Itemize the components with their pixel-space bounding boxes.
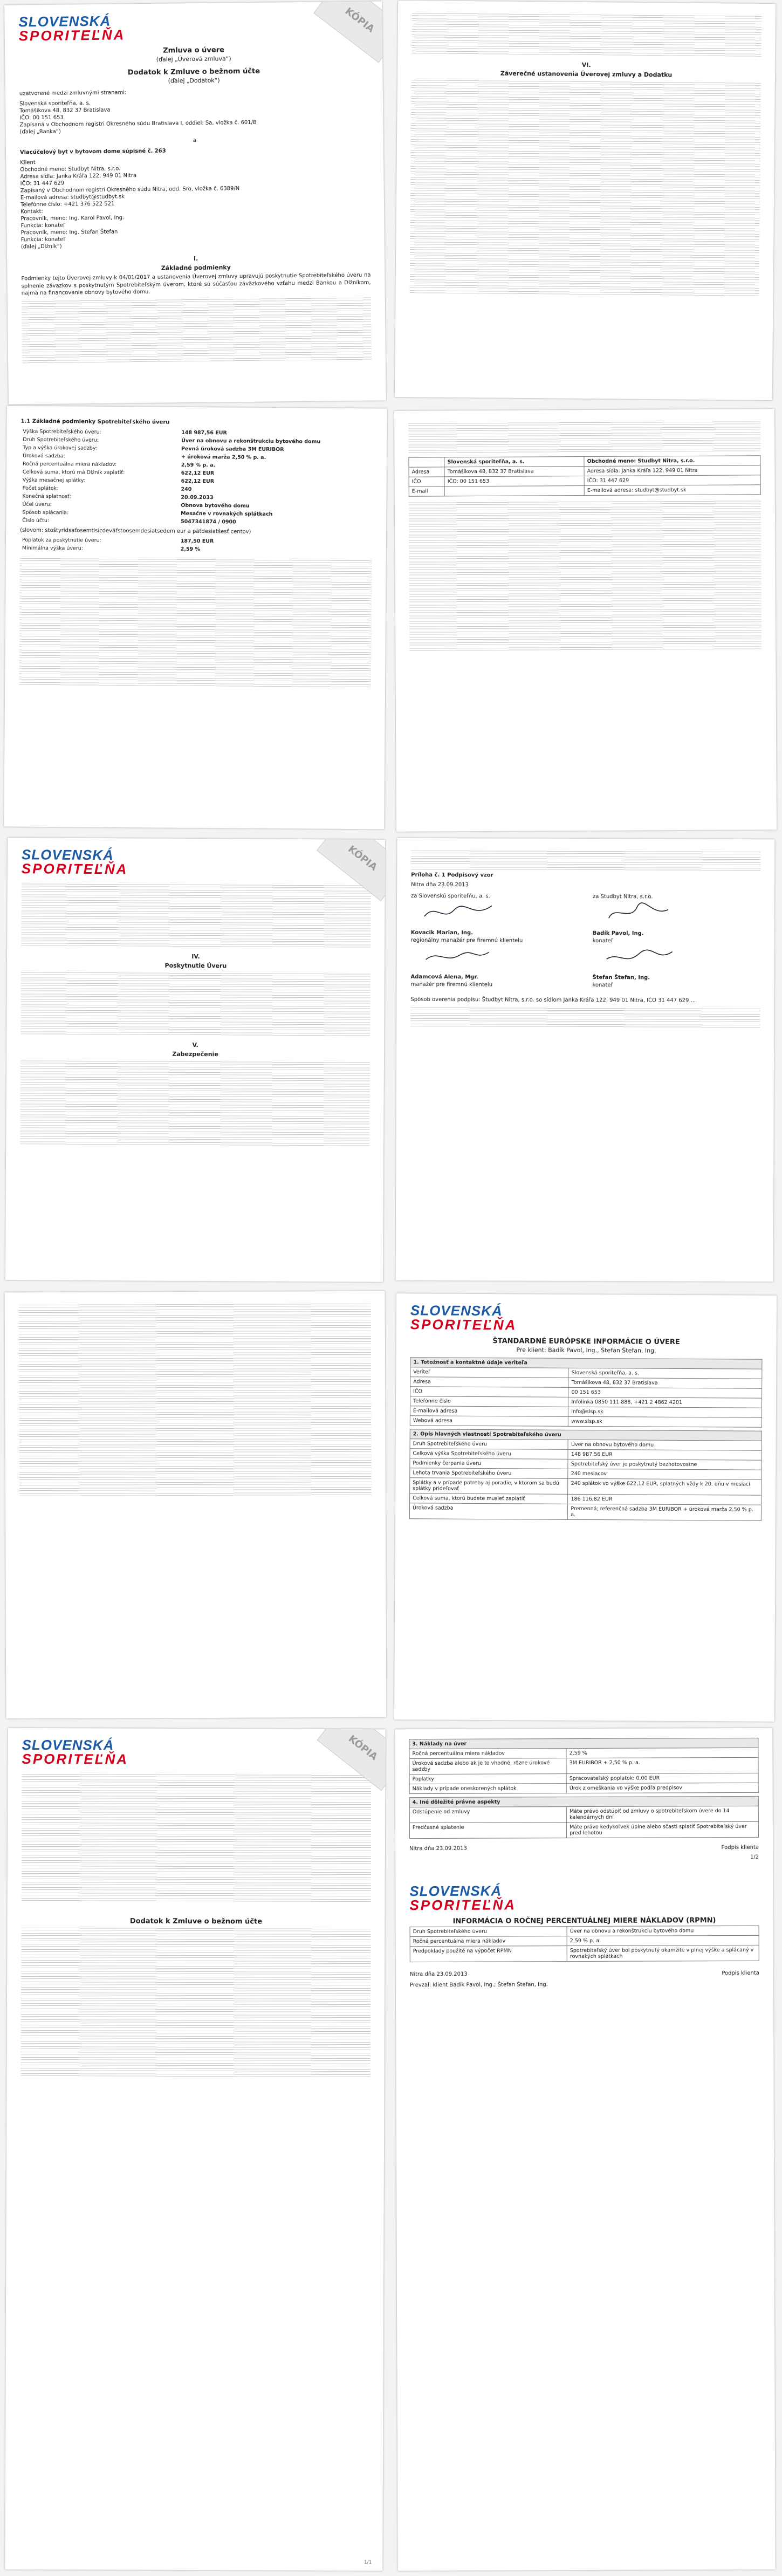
table-row — [409, 1806, 758, 1823]
row-value: Úver na obnovu a rekonštrukciu bytového domu — [181, 437, 321, 445]
sei-table-2 — [409, 1429, 762, 1520]
sei-section-2: 2. Opis hlavných vlastností Spotrebiteľského úveru — [410, 1429, 762, 1441]
table-row — [409, 485, 760, 496]
client-signatures — [592, 893, 760, 990]
text-block — [411, 11, 762, 57]
row-label: IČO — [410, 1387, 568, 1397]
loan-terms-table — [20, 427, 373, 527]
loan-min-label: Minimálna výška úveru: — [22, 545, 83, 552]
row-value: Spotrebiteľský úver je poskytnutý bezhotovostne — [568, 1459, 762, 1470]
bank-email — [444, 486, 584, 496]
client-address: Adresa sídla: Janka Kráľa 122, 949 01 Nitra — [584, 465, 760, 476]
contract-page-4 — [394, 409, 777, 832]
place-date: Nitra dňa 23.09.2013 — [409, 1971, 468, 1978]
contract-page-1 — [4, 1, 386, 404]
table-row — [410, 1478, 762, 1495]
row-label: Úroková sadzba alebo ak je to vhodné, rôzne úrokové sadzby — [409, 1758, 566, 1775]
page-number: 1/1 — [363, 2560, 372, 2566]
text-block — [21, 882, 371, 947]
rpmn-signature-row — [410, 1970, 759, 1978]
row-value: 622,12 EUR — [181, 470, 215, 476]
sei-table-4 — [409, 1796, 759, 1839]
and-label: a — [193, 137, 196, 144]
row-label: Lehota trvania Spotrebiteľského úveru — [410, 1468, 568, 1479]
row-label: Číslo účtu: — [22, 517, 50, 524]
signature-note: Spôsob overenia podpisu: Študbyt Nitra, s.r.o. so sídlom Janka Kráľa 122, 949 01 Nitra, IČO 31 447 629 ... — [410, 996, 696, 1004]
table-row — [20, 516, 372, 527]
handwritten-signature — [422, 944, 497, 966]
handwritten-signature — [603, 901, 679, 922]
table-row — [410, 1935, 759, 1946]
amendment-title: Dodatok k Zmluve o bežnom účte — [129, 1917, 263, 1926]
row-label: Celková suma, ktorú má Dlžník zaplatiť: — [22, 469, 125, 476]
text-block — [408, 420, 760, 453]
row-value: Pevná úroková sadzba 3M EURIBOR — [181, 446, 284, 453]
signature-page — [396, 838, 775, 1282]
loan-fee-value: 187,50 EUR — [180, 538, 214, 545]
page-number: 1/2 — [750, 1854, 759, 1860]
row-label: E-mailová adresa — [410, 1406, 568, 1417]
section-text: Podmienky tejto Úverovej zmluvy k 04/01/2017 a ustanovenia Úverovej zmluvy upravujú poskytnutie Spotrebiteľského úveru na splnenie závazkov s poskytnutým Spotrebiteľským úverom, ktoré sú súčasťou záväzkového vzťahu medzi Bankou a Dlžníkom, najmä na financovanie obnovy bytového domu. — [21, 272, 371, 297]
bank-logo: SLOVENSKÁ SPORITEĽŇA — [21, 846, 128, 878]
row-value: 5047341874 / 0900 — [181, 518, 236, 525]
parties-contact-table — [408, 455, 760, 496]
row-value: Úver na obnovu a rekonštrukciu bytového domu — [567, 1926, 759, 1936]
attachment-label: Príloha č. 1 Podpisový vzor — [411, 872, 493, 879]
section-number: IV. — [191, 953, 200, 961]
row-value: + úroková marža 2,50 % p. a. — [181, 454, 266, 461]
row-value: 240 — [181, 486, 192, 492]
client-rep-role: konateľ — [592, 982, 613, 989]
signature-block — [411, 900, 579, 930]
bank-rep-role: regionálny manažér pre firemnú klientelu — [410, 937, 523, 944]
row-label: Predčasné splatenie — [409, 1823, 566, 1839]
handwritten-signature — [422, 900, 497, 922]
row-value: Infolinka 0850 111 888, +421 2 4862 4201 — [568, 1397, 762, 1408]
place-date: Nitra dňa 23.09.2013 — [409, 1845, 467, 1852]
row-label: Náklady v prípade oneskorených splátok — [409, 1784, 566, 1794]
loan-amount-words: (slovom: stoštyridsaťosemtisícdeväťstoosemdesiatsedem eur a päťdesiatšesť centov) — [20, 527, 251, 535]
section-title: Základné podmienky — [161, 264, 231, 272]
copy-stamp: KÓPIA — [317, 1728, 386, 1791]
row-value: 00 151 653 — [568, 1387, 762, 1398]
table-cell: IČO — [409, 477, 444, 487]
table-cell: Adresa — [409, 467, 444, 477]
loan-min-row — [20, 544, 372, 555]
signature-columns — [410, 893, 760, 990]
row-label: Ročná percentuálna miera nákladov — [409, 1749, 566, 1759]
place-date: Nitra dňa 23.09.2013 — [411, 881, 469, 888]
sei-section-3: 3. Náklady na úver — [409, 1738, 758, 1749]
contract-page-7 — [5, 1291, 387, 1718]
sei-table-1 — [410, 1357, 763, 1427]
client-email: E-mailová adresa: studbyt@studbyt.sk — [584, 485, 760, 496]
row-value: Úrok z omeškania vo výške podľa predpisov — [566, 1783, 758, 1793]
table-cell: E-mail — [409, 487, 444, 496]
table-row — [410, 1416, 762, 1427]
row-value: Obnova bytového domu — [181, 502, 250, 509]
text-block — [22, 1772, 372, 1902]
section-number: I. — [193, 255, 198, 263]
rpmn-table — [410, 1926, 759, 1962]
amendment-title-note: (ďalej „Dodatok“) — [168, 77, 220, 85]
table-row — [409, 1821, 758, 1838]
row-label: Webová adresa — [410, 1416, 568, 1427]
table-row — [409, 1757, 758, 1774]
bank-rep-name: Adamcová Alena, Mgr. — [410, 974, 478, 981]
document-name: Viacúčelový byt v bytovom dome súpisné č. 263 — [19, 148, 166, 156]
row-label: Účel úveru: — [22, 501, 52, 508]
row-label: Veriteľ — [410, 1367, 568, 1378]
row-label: Splátky a v prípade potreby aj poradie, v ktorom sa budú splátky prideľovať — [410, 1478, 568, 1495]
signature-label: Podpis klienta — [721, 1844, 759, 1851]
text-block — [19, 1302, 372, 1496]
row-value: info@slsp.sk — [568, 1407, 762, 1417]
section-number: V. — [192, 1041, 198, 1049]
row-label: Úroková sadzba: — [23, 453, 65, 459]
row-value: Spotrebiteľský úver bol poskytnutý okamžite v plnej výške a splácaný v rovnakých splátkach — [567, 1945, 759, 1961]
row-value: Máte právo odstúpiť od zmluvy o spotrebiteľskom úvere do 14 kalendárnych dní — [566, 1806, 758, 1822]
handwritten-signature — [603, 945, 679, 967]
row-value: 622,12 EUR — [181, 478, 215, 484]
row-value: 240 mesiacov — [568, 1469, 762, 1479]
client-rep-name: Štefan Štefan, Ing. — [592, 975, 650, 981]
client-party: Klient Obchodné meno: Studbyt Nitra, s.r.o. Adresa sídla: Janka Kráľa 122, 949 01 Nitra IČO: 31 447 629 Zapísaný v Obchodnom registri Okresného súdu Nitra, odd. Sro, vložka č. 6389/N E-mailová adresa: studbyt@studbyt.sk Telefónne číslo: +421 376 522 521 Kontakt: Pracovník, meno: Ing. Karol Pavol, Ing. Funkcia: konateľ Pracovník, meno: Ing. Štefan Štefan Funkcia: konateľ (ďalej „Dlžník“) — [20, 160, 240, 250]
table-row — [409, 1503, 761, 1520]
text-block — [409, 499, 762, 650]
parties-intro: uzatvorené medzi zmluvnými stranami: — [19, 90, 127, 97]
sei-signature-row — [409, 1844, 759, 1853]
client-signature-label: za Studbyt Nitra, s.r.o. — [593, 894, 653, 900]
row-label: Celková výška Spotrebiteľského úveru — [410, 1449, 568, 1460]
signature-label: Podpis klienta — [722, 1970, 759, 1977]
contract-title: Zmluva o úvere — [163, 46, 224, 55]
row-value: Slovenská sporiteľňa, a. s. — [568, 1368, 762, 1379]
row-value: 20.09.2033 — [181, 494, 214, 501]
bank-ico: IČO: 00 151 653 — [444, 476, 584, 487]
row-label: Úroková sadzba — [409, 1503, 568, 1520]
client-rep-role: konateľ — [592, 938, 613, 944]
sei-section-4: 4. Iné dôležité právne aspekty — [409, 1796, 758, 1807]
row-label: Podmienky čerpania úveru — [410, 1458, 568, 1469]
row-value: 186 116,82 EUR — [568, 1494, 762, 1505]
text-block — [19, 557, 372, 688]
bank-signature-label: za Slovenskú sporiteľňu, a. s. — [411, 893, 490, 900]
row-value: 240 splátok vo výške 622,12 EUR, splatných vždy k 20. dňu v mesiaci — [568, 1478, 762, 1495]
bank-col-head: Slovenská sporiteľňa, a. s. — [444, 457, 584, 467]
row-label: Výška mesačnej splátky: — [22, 477, 85, 484]
contract-page-5 — [5, 838, 385, 1282]
loan-fee-label: Poplatok za poskytnutie úveru: — [22, 537, 101, 544]
bank-address: Tomášikova 48, 832 37 Bratislava — [444, 467, 584, 477]
client-rep-name: Badík Pavol, Ing. — [592, 930, 644, 937]
signature-block — [411, 944, 579, 974]
signature-block — [593, 901, 760, 930]
signature-block — [593, 945, 760, 975]
row-label: Ročná percentuálna miera nákladov — [410, 1936, 567, 1947]
section-number: VI. — [581, 61, 591, 69]
text-block — [409, 78, 760, 296]
table-row — [409, 1738, 758, 1749]
table-row — [409, 1783, 758, 1793]
sei-table-3 — [409, 1738, 758, 1794]
bank-party: Slovenská sporiteľňa, a. s. Tomášikova 48, 832 37 Bratislava IČO: 00 151 653 Zapísaná v Obchodnom registri Okresného súdu Bratislava I, oddiel: Sa, vložka č. 601/B (ďalej „Banka“) — [19, 100, 257, 135]
row-value: 2,59 % — [566, 1748, 758, 1758]
row-label: Predpoklady použité na výpočet RPMN — [410, 1946, 567, 1962]
sei-rpmn-page — [395, 1728, 775, 2571]
client-ico: IČO: 31 447 629 — [584, 475, 760, 486]
sei-section-1: 1. Totožnosť a kontaktné údaje veriteľa — [410, 1358, 762, 1369]
row-label: Druh Spotrebiteľského úveru — [410, 1439, 568, 1450]
row-label: Počet splátok: — [22, 485, 59, 491]
row-value: 148 987,56 EUR — [181, 429, 227, 436]
loan-min-value: 2,59 % — [180, 546, 201, 553]
row-label: Telefónne číslo — [410, 1396, 568, 1407]
sei-subtitle: Pre klient: Badík Pavol, Ing., Štefan Štefan, Ing. — [516, 1346, 656, 1354]
text-block — [20, 1059, 370, 1146]
row-value: Spracovateľský poplatok: 0,00 EUR — [566, 1773, 758, 1783]
bank-logo: SLOVENSKÁ SPORITEĽŇA — [18, 12, 126, 44]
bank-rep-name: Kovacik Marian, Ing. — [410, 929, 474, 936]
table-row — [409, 1773, 758, 1784]
text-block — [20, 1926, 371, 2077]
text-block — [20, 970, 371, 1036]
contract-page-2 — [395, 1, 776, 400]
sei-title: ŠTANDARDNÉ EURÓPSKE INFORMÁCIE O ÚVERE — [492, 1337, 680, 1346]
row-value: 3M EURIBOR + 2,50 % p. a. — [566, 1757, 758, 1773]
row-value: 2,59 % p. a. — [567, 1935, 759, 1945]
table-row — [410, 1945, 759, 1962]
bank-logo: SLOVENSKÁ SPORITEĽŇA — [409, 1882, 517, 1914]
copy-stamp: KÓPIA — [313, 1, 386, 63]
row-value: Mesačne v rovnakých splátkach — [181, 510, 273, 517]
row-label: Celková suma, ktorú budete musieť zaplatiť — [410, 1493, 568, 1504]
rpmn-client-line: Prevzal: klient Badík Pavol, Ing.; Štefan Štefan, Ing. — [409, 1982, 548, 1989]
amendment-title: Dodatok k Zmluve o bežnom účte — [127, 67, 260, 77]
row-value: Úver na obnovu bytového domu — [568, 1440, 762, 1450]
text-block — [411, 849, 760, 871]
row-label: Typ a výška úrokovej sadzby: — [23, 444, 98, 451]
row-value: 2,59 % p. a. — [181, 462, 216, 468]
row-label: Ročná percentuálna miera nákladov: — [22, 461, 117, 468]
row-label: Spôsob splácania: — [22, 509, 69, 516]
loan-fee-table — [20, 536, 372, 555]
row-label: Konečná splatnosť: — [22, 493, 72, 499]
contract-title-note: (ďalej „Úverová zmluva“) — [156, 55, 231, 63]
section-title: Poskytnutie Úveru — [164, 962, 227, 970]
bank-rep-role: manažér pre firemnú klientelu — [410, 981, 493, 988]
rpmn-title: INFORMÁCIA O ROČNEJ PERCENTUÁLNEJ MIERE NÁKLADOV (RPMN) — [452, 1916, 716, 1926]
section-title: Zabezpečenie — [172, 1050, 218, 1058]
loan-heading: 1.1 Základné podmienky Spotrebiteľského úveru — [20, 418, 170, 426]
sei-page — [394, 1293, 777, 1722]
row-value: Tomášikova 48, 832 37 Bratislava — [568, 1378, 762, 1388]
table-row — [409, 1748, 758, 1758]
bank-signatures — [410, 893, 579, 989]
bank-logo: SLOVENSKÁ SPORITEĽŇA — [22, 1736, 129, 1767]
client-col-head: Obchodné meno: Studbyt Nitra, s.r.o. — [584, 456, 760, 467]
row-label: Odstúpenie od zmluvy — [409, 1807, 566, 1823]
row-value: Premenná; referenčná sadzba 3M EURIBOR + úroková marža 2,50 % p. a. — [568, 1504, 762, 1520]
table-row — [410, 1926, 759, 1936]
row-label: Výška Spotrebiteľského úveru: — [23, 428, 101, 435]
row-label: Poplatky — [409, 1774, 566, 1784]
text-block — [410, 1005, 760, 1027]
table-cell — [409, 457, 444, 467]
row-value: 148 987,56 EUR — [568, 1449, 762, 1460]
row-label: Adresa — [410, 1377, 568, 1388]
copy-stamp: KÓPIA — [317, 838, 385, 901]
contract-page-3 — [4, 406, 387, 830]
row-label: Druh Spotrebiteľského úveru — [410, 1927, 567, 1937]
table-row — [409, 1796, 758, 1807]
row-label: Druh Spotrebiteľského úveru: — [23, 436, 99, 443]
row-value: www.slsp.sk — [568, 1416, 762, 1427]
row-value: Máte právo kedykoľvek úplne alebo sčasti splatiť Spotrebiteľský úver pred lehotou — [567, 1821, 759, 1838]
section-title: Záverečné ustanovenia Úverovej zmluvy a Dodatku — [500, 70, 673, 79]
bank-logo: SLOVENSKÁ SPORITEĽŇA — [410, 1302, 517, 1333]
contract-page-9 — [5, 1728, 385, 2571]
text-block — [22, 296, 372, 363]
